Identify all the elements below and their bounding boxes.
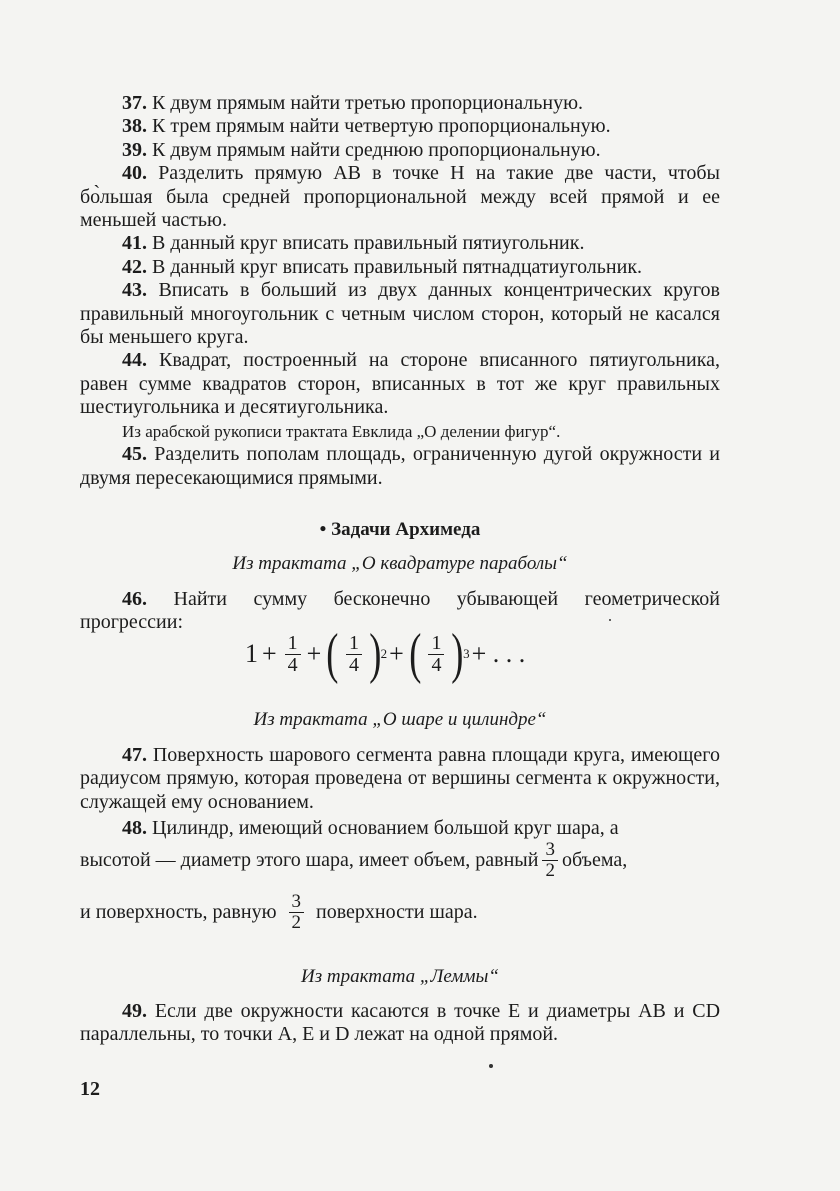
problem-number: 48. (122, 817, 147, 839)
problem-number: 46. (122, 588, 147, 610)
problem-number: 38. (122, 115, 147, 138)
problem-44: 44. Квадрат, построенный на стороне вписанного пятиугольника, равен сумме квадратов сторон, вписанных в тот же круг правильных шестиугольника и десятиугольника. (80, 349, 720, 419)
subsection-title: Из трактата „О квадратуре параболы“ (232, 553, 568, 574)
problem-40: 40. Разделить прямую AB в точке H на такие две части, чтобы бо̀льшая была средней пропорциональной между всей прямой и ее меньшей частью. (80, 162, 720, 232)
problem-39: 39. К двум прямым найти среднюю пропорциональную. (122, 138, 601, 161)
problem-number: 37. (122, 92, 147, 114)
print-speck (489, 1064, 493, 1068)
series-formula: 1 + $\frac{1}{4}$ + ( $\frac{1}{4}$ ) 2 + ( $\frac{1}{4}$ ) 3 + . . . (245, 623, 526, 685)
problem-number: 44. (122, 349, 147, 372)
euclid-problems (80, 92, 720, 490)
problem-46: 46. Найти сумму бесконечно убывающей геометрической прогрессии: (80, 588, 720, 634)
problem-number: 40. (122, 162, 147, 185)
subsection-title: Из трактата „О шаре и цилиндре“ (253, 709, 547, 730)
problem-48-line2: высотой — диаметр этого шара, имеет объем, равный $\frac{3}{2}$ объема, (80, 839, 628, 881)
problem-38: 38. К трем прямым найти четвертую пропорциональную. (122, 115, 611, 138)
fraction: $\frac{3}{2}$ (289, 892, 305, 933)
section-title: • Задачи Архимеда (319, 519, 481, 540)
problem-49: 49. Если две окружности касаются в точке E и диаметры AB и CD параллельны, то точки A, E и D лежат на одной прямой. (80, 1000, 721, 1046)
problem-number: 39. (122, 138, 147, 161)
problem-number: 45. (122, 443, 147, 466)
fraction: $\frac{1}{4}$ (428, 633, 444, 676)
problem-number: 41. (122, 232, 147, 255)
problem-41: 41. В данный круг вписать правильный пятиугольник. (122, 232, 585, 255)
problem-number: 43. (122, 279, 147, 302)
problem-number: 47. (122, 744, 147, 766)
problem-48-line1: 48. Цилиндр, имеющий основанием большой круг шара, а (122, 817, 619, 839)
problem-48-line3: и поверхность, равную $\frac{3}{2}$ поверхности шара. (80, 891, 478, 933)
problem-number: 49. (122, 1000, 147, 1022)
print-speck (609, 619, 611, 621)
fraction: $\frac{3}{2}$ (542, 840, 558, 881)
page-number: 12 (80, 1078, 100, 1100)
source-note: Из арабской рукописи трактата Евклида „О делении фигур“. (122, 421, 561, 441)
problem-47: 47. Поверхность шарового сегмента равна площади круга, имеющего радиусом прямую, которая проведена от вершины сегмента к окружности, служащей ему основанием. (80, 744, 721, 813)
problem-42: 42. В данный круг вписать правильный пятнадцатиугольник. (122, 255, 643, 278)
problem-number: 42. (122, 255, 147, 278)
problem-45: 45. Разделить пополам площадь, ограниченную дугой окружности и двумя пересекающимися прямыми. (80, 443, 721, 489)
fraction: $\frac{1}{4}$ (285, 633, 301, 676)
subsection-title: Из трактата „Леммы“ (301, 966, 499, 987)
problem-43: 43. Вписать в больший из двух данных концентрических кругов правильный многоугольник с четным числом сторон, который не касался бы меньшего круга. (80, 279, 720, 349)
problem-37: 37. К двум прямым найти третью пропорциональную. (122, 92, 584, 114)
fraction: $\frac{1}{4}$ (346, 633, 362, 676)
